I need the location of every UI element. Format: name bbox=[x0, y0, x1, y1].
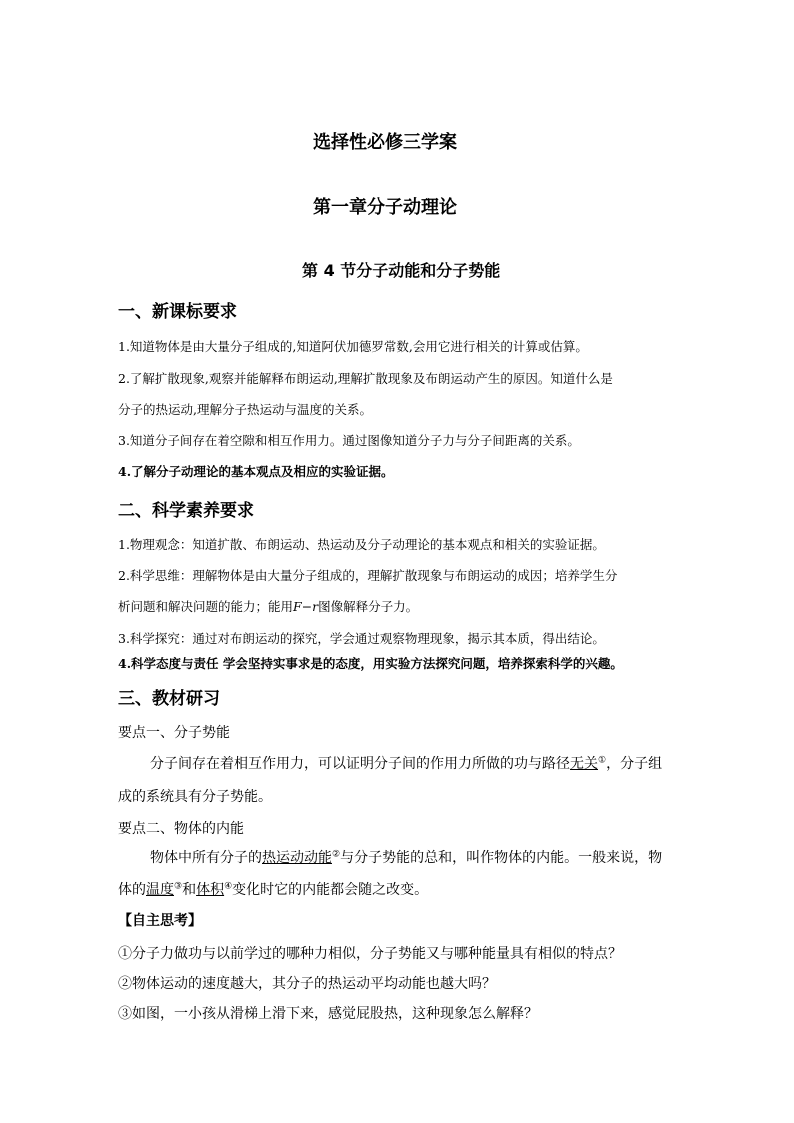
curriculum-item-1: 1.知道物体是由大量分子组成的,知道阿伏加德罗常数,会用它进行相关的计算或估算。 bbox=[118, 339, 588, 354]
point2-text: 物体中所有分子的 bbox=[150, 850, 262, 866]
chapter-title: 第一章分子动理论 bbox=[313, 197, 457, 218]
point1-title: 要点一、分子势能 bbox=[118, 725, 230, 741]
point2-text-c: 体的 bbox=[118, 882, 146, 898]
heading-literacy: 二、科学素养要求 bbox=[118, 501, 254, 521]
underlined-term-volume: 体积 bbox=[196, 882, 225, 898]
underlined-term-temperature: 温度 bbox=[146, 882, 174, 898]
literacy-item-2-cont bbox=[118, 597, 418, 615]
point1-para-line2: 成的系统具有分子势能。 bbox=[118, 789, 272, 805]
curriculum-item-2-cont: 分子的热运动,理解分子热运动与温度的关系。 bbox=[118, 402, 372, 417]
underlined-term-wuguan: 无关 bbox=[570, 756, 598, 772]
question-3: ③如图，一小孩从滑梯上滑下来，感觉屁股热，这种现象怎么解释？ bbox=[118, 1006, 538, 1022]
point2-text-b: 与分子势能的总和，叫作物体的内能。一般来说，物 bbox=[340, 850, 663, 866]
point1-text-tail: ，分子组 bbox=[606, 756, 663, 772]
literacy-item-2-text: 析问题和解决问题的能力；能用 bbox=[118, 599, 294, 614]
heading-textbook: 三、教材研习 bbox=[118, 689, 220, 709]
question-1: ①分子力做功与以前学过的哪种力相似，分子势能又与哪种能量具有相似的特点？ bbox=[118, 946, 622, 962]
curriculum-item-3: 3.知道分子间存在着空隙和相互作用力。通过图像知道分子力与分子间距离的关系。 bbox=[118, 433, 580, 448]
literacy-item-2: 2.科学思维：理解物体是由大量分子组成的，理解扩散现象与布朗运动的成因；培养学生分 bbox=[118, 568, 618, 583]
footnote-mark-2: ② bbox=[332, 849, 341, 860]
point1-text: 分子间存在着相互作用力，可以证明分子间的作用力所做的功与路径 bbox=[150, 756, 570, 772]
point2-text-d: 和 bbox=[182, 882, 197, 898]
footnote-mark-1: ① bbox=[598, 755, 607, 766]
literacy-item-1: 1.物理观念：知道扩散、布朗运动、热运动及分子动理论的基本观点和相关的实验证据。 bbox=[118, 537, 605, 552]
question-2: ②物体运动的速度越大，其分子的热运动平均动能也越大吗？ bbox=[118, 976, 496, 992]
self-thinking-title: 【自主思考】 bbox=[118, 913, 202, 929]
point2-para-line2 bbox=[118, 879, 428, 899]
point2-title: 要点二、物体的内能 bbox=[118, 821, 244, 837]
literacy-item-3: 3.科学探究：通过对布朗运动的探究，学会通过观察物理现象，揭示其本质，得出结论。 bbox=[118, 631, 605, 646]
fr-variable: F−r bbox=[293, 599, 319, 614]
document-title: 选择性必修三学案 bbox=[313, 132, 457, 153]
literacy-item-2-tail: 图像解释分子力。 bbox=[318, 599, 419, 614]
curriculum-item-4: 4.了解分子动理论的基本观点及相应的实验证据。 bbox=[118, 464, 394, 479]
curriculum-item-2: 2.了解扩散现象,观察并能解释布朗运动,理解扩散现象及布朗运动产生的原因。知道什么是 bbox=[118, 371, 613, 386]
point2-para-line1 bbox=[150, 847, 662, 867]
literacy-item-4: 4.科学态度与责任 学会坚持实事求是的态度，用实验方法探究问题，培养探索科学的兴趣。 bbox=[118, 656, 623, 671]
section-title: 第 4 节分子动能和分子势能 bbox=[302, 261, 501, 280]
footnote-mark-4: ④ bbox=[224, 881, 233, 892]
footnote-mark-3: ③ bbox=[174, 881, 183, 892]
point1-para-line1 bbox=[150, 753, 662, 773]
heading-curriculum: 一、新课标要求 bbox=[118, 302, 237, 322]
point2-text-e: 变化时它的内能都会随之改变。 bbox=[232, 882, 429, 898]
underlined-term-kinetic: 热运动动能 bbox=[262, 850, 332, 866]
